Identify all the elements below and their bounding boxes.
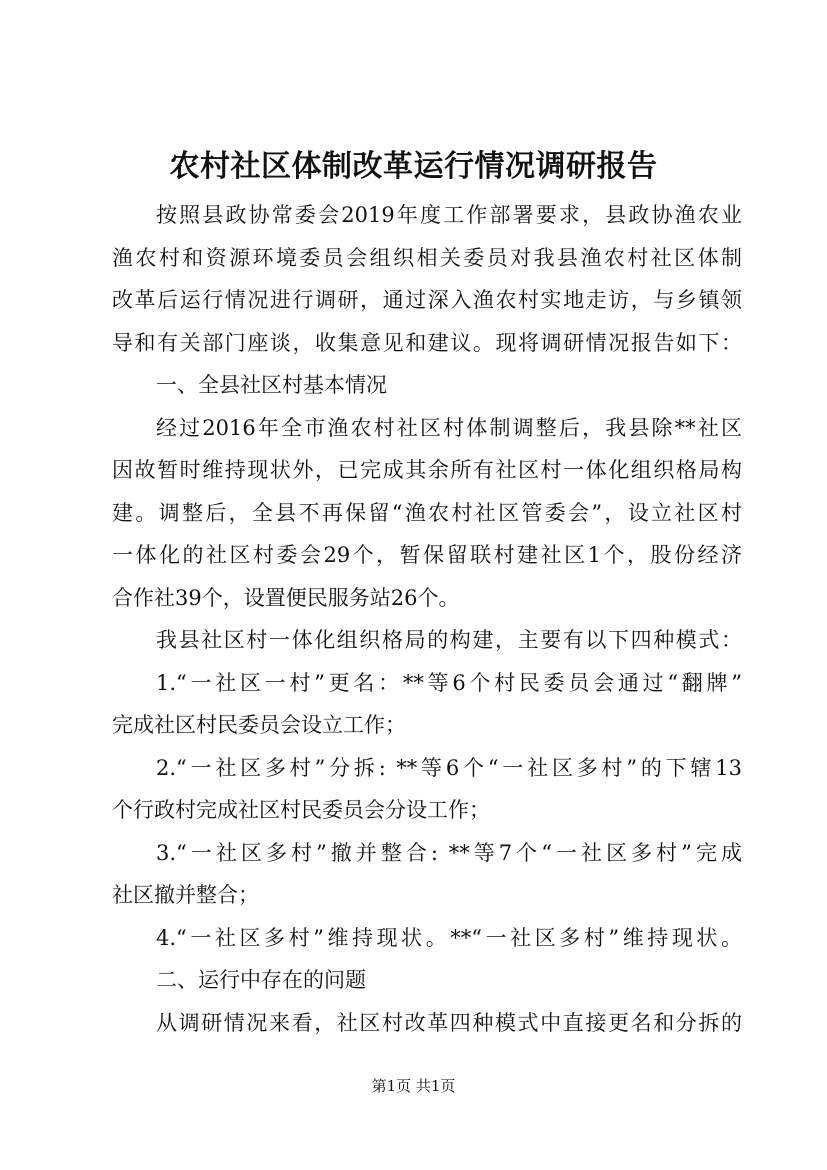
list-item-continuation: 社区撤并整合； [112,883,259,907]
list-item-continuation: 个行政村完成社区村民委员会分设工作； [112,798,490,822]
body-line: 渔农村和资源环境委员会组织相关委员对我县渔农村社区体制 [112,245,742,270]
page-footer: 第1页 共1页 [371,1077,456,1095]
list-item: 2.“一社区多村”分拆: **等6个“一社区多村”的下辖13 [156,755,742,780]
body-line: 合作社39个，设置便民服务站26个。 [112,585,460,610]
body-line: 按照县政协常委会2019年度工作部署要求，县政协渔农业 [156,203,742,227]
body-line: 因故暂时维持现状外，已完成其余所有社区村一体化组织格局构 [112,458,742,482]
section-heading: 二、运行中存在的问题 [156,968,366,992]
body-line: 经过2016年全市渔农村社区村体制调整后，我县除**社区 [156,415,742,440]
list-item-continuation: 完成社区村民委员会设立工作； [112,713,406,737]
document-body [112,194,742,1044]
list-item: 4.“一社区多村”维持现状。**“一社区多村”维持现状。 [156,925,742,950]
body-line: 我县社区村一体化组织格局的构建，主要有以下四种模式： [156,628,742,652]
body-line: 导和有关部门座谈，收集意见和建议。现将调研情况报告如下： [112,330,742,355]
body-line: 改革后运行情况进行调研，通过深入渔农村实地走访，与乡镇领 [112,288,742,312]
section-heading: 一、全县社区村基本情况 [156,373,387,397]
body-line: 建。调整后，全县不再保留“渔农村社区管委会”，设立社区村 [112,500,742,525]
list-item: 1.“一社区一村”更名：**等6个村民委员会通过“翻牌” [156,670,742,695]
body-line: 一体化的社区村委会29个，暂保留联村建社区1个，股份经济 [112,543,742,567]
body-line: 从调研情况来看，社区村改革四种模式中直接更名和分拆的 [156,1010,742,1035]
list-item: 3.“一社区多村”撤并整合: **等7个“一社区多村”完成 [156,840,742,865]
document-title: 农村社区体制改革运行情况调研报告 [169,149,658,184]
